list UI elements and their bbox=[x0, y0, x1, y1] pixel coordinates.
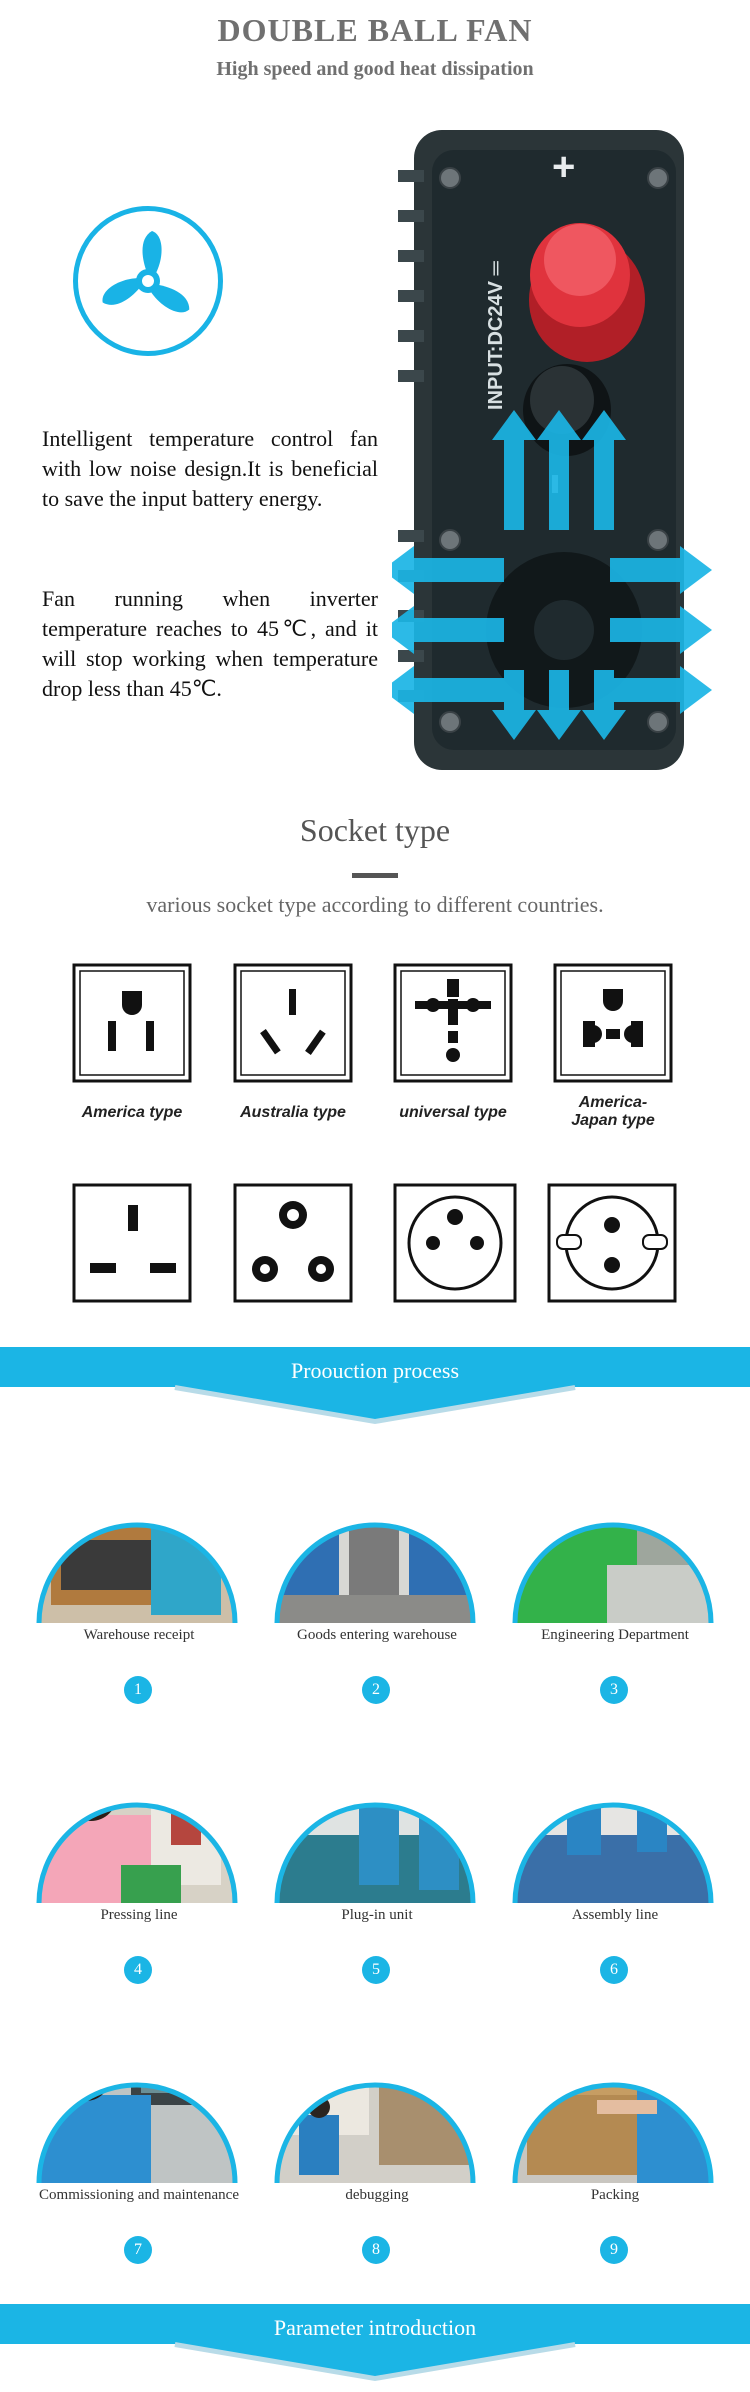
australia-socket-icon bbox=[233, 963, 353, 1088]
process-step-number-8: 8 bbox=[362, 2236, 390, 2264]
socket-section-subtitle: various socket type according to different countries. bbox=[146, 892, 604, 917]
process-photo-5 bbox=[269, 1725, 481, 1903]
socket-section-title: Socket type bbox=[299, 812, 451, 848]
process-step-number-4: 4 bbox=[124, 1956, 152, 1984]
process-step-number-2: 2 bbox=[362, 1676, 390, 1704]
banner-arrow-shape bbox=[0, 1385, 750, 1425]
america-japan-socket-icon bbox=[553, 963, 673, 1088]
process-photo-3 bbox=[507, 1445, 719, 1623]
process-photo-1 bbox=[31, 1445, 243, 1623]
universal-socket-icon bbox=[393, 963, 513, 1088]
banner-arrow-shape-2 bbox=[0, 2342, 750, 2382]
socket-label-america: America type bbox=[81, 1104, 183, 1121]
fan-icon bbox=[73, 206, 223, 356]
fan-description-1: Intelligent temperature control fan with low noise design.It is beneficial to save the input battery energy. bbox=[42, 426, 378, 511]
french-socket-icon bbox=[393, 1183, 517, 1308]
process-step-label-2: Goods entering warehouse bbox=[297, 1627, 457, 1643]
process-step-label-9: Packing bbox=[590, 2187, 640, 2203]
process-step-label-7: Commissioning and maintenance bbox=[39, 2187, 239, 2203]
process-step-label-3: Engineering Department bbox=[541, 1627, 689, 1643]
process-photo-4 bbox=[31, 1725, 243, 1903]
page-subtitle: High speed and good heat dissipation bbox=[216, 58, 534, 80]
process-banner-title: Proouction process bbox=[290, 1358, 460, 1383]
fan-description-2: Fan running when inverter temperature reaches to 45℃, and it will stop working when temperature drop less than 45℃. bbox=[42, 586, 378, 701]
process-step-label-6: Assembly line bbox=[571, 1907, 659, 1923]
process-step-label-4: Pressing line bbox=[100, 1907, 178, 1923]
title-underline bbox=[352, 873, 398, 878]
svg-text:INPUT:DC24V ═: INPUT:DC24V ═ bbox=[485, 261, 507, 410]
socket-label-australia: Australia type bbox=[240, 1104, 346, 1121]
america-socket-icon bbox=[72, 963, 192, 1088]
schuko-socket-icon bbox=[547, 1183, 677, 1308]
process-step-label-5: Plug-in unit bbox=[341, 1907, 413, 1923]
inverter-device-image bbox=[392, 110, 712, 790]
process-photo-7 bbox=[31, 2005, 243, 2183]
process-step-number-3: 3 bbox=[600, 1676, 628, 1704]
process-step-number-9: 9 bbox=[600, 2236, 628, 2264]
process-photo-2 bbox=[269, 1445, 481, 1623]
process-photo-9 bbox=[507, 2005, 719, 2183]
process-photo-8 bbox=[269, 2005, 481, 2183]
socket-label-america-japan: America- Japan type bbox=[571, 1094, 655, 1129]
svg-text:+: + bbox=[552, 145, 576, 189]
process-step-number-7: 7 bbox=[124, 2236, 152, 2264]
process-step-number-1: 1 bbox=[124, 1676, 152, 1704]
process-step-number-5: 5 bbox=[362, 1956, 390, 1984]
socket-label-universal: universal type bbox=[399, 1104, 507, 1121]
process-photo-6 bbox=[507, 1725, 719, 1903]
process-step-label-1: Warehouse receipt bbox=[83, 1627, 195, 1643]
round-pin-socket-icon bbox=[233, 1183, 353, 1308]
page-title: DOUBLE BALL FAN bbox=[217, 12, 533, 48]
uk-socket-icon bbox=[72, 1183, 192, 1308]
parameter-banner-title: Parameter introduction bbox=[273, 2315, 477, 2340]
process-step-label-8: debugging bbox=[345, 2187, 409, 2203]
process-step-number-6: 6 bbox=[600, 1956, 628, 1984]
